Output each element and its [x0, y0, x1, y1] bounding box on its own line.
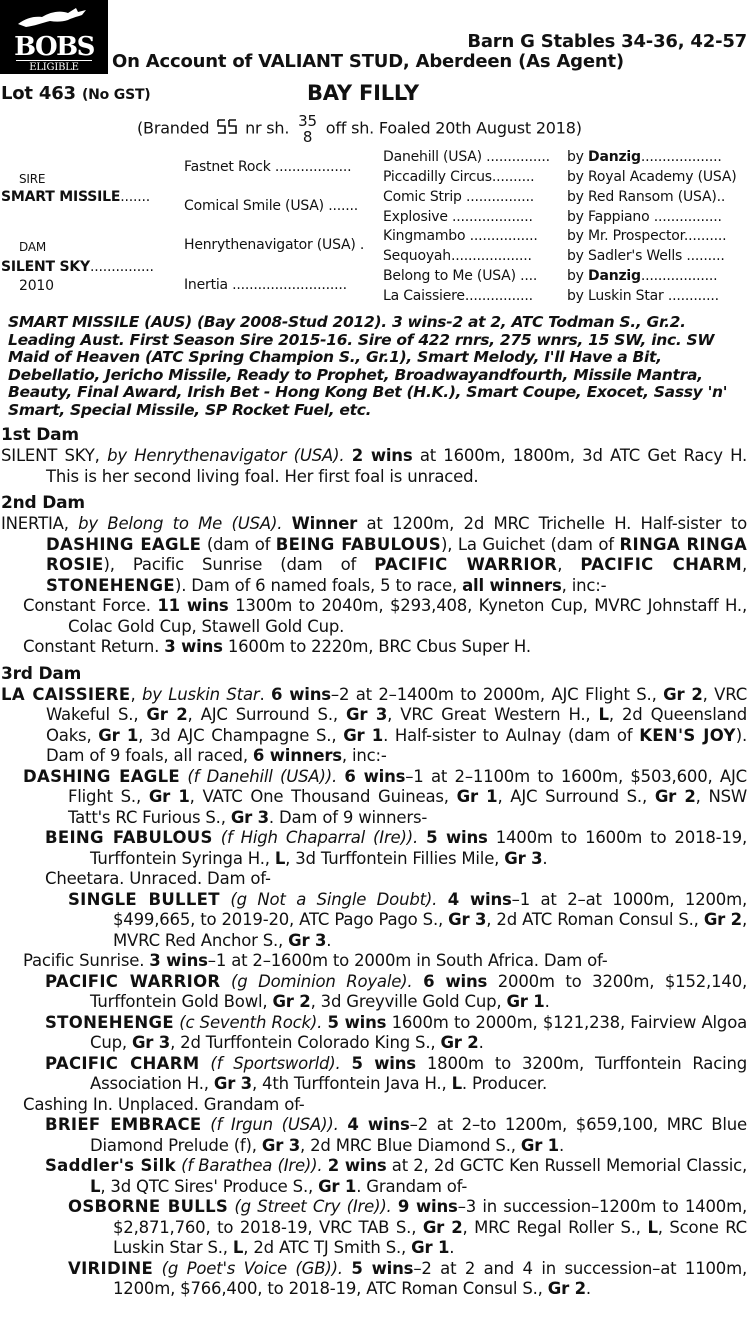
sire-name: SMART MISSILE.......	[1, 189, 150, 205]
gst-note: (No GST)	[81, 87, 151, 103]
progeny-single-bullet: SINGLE BULLET (g Not a Single Doubt). 4 wins–1 at 2–at 1000m, 1200m, $499,665, to 2019-20, ATC Pago Pago S., Gr 3, 2d ATC Roman Consul S., Gr 2, MVRC Red Anchor S., Gr 3.	[68, 889, 748, 950]
dam-dam: Inertia ...........................	[184, 277, 347, 293]
progeny-constant-force: Constant Force. 11 wins 1300m to 2040m, $293,408, Kyneton Cup, MVRC Johnstaff H., Colac Gold Cup, Stawell Gold Cup.	[23, 596, 748, 636]
brand-near: nr sh.	[245, 118, 290, 138]
g3-2: Piccadilly Circus..........	[383, 169, 535, 185]
progeny-pacific-sunrise: Pacific Sunrise. 3 wins–1 at 2–1600m to 2000m in South Africa. Dam of-	[23, 951, 608, 970]
barn-location: Barn G Stables 34-36, 42-57	[467, 31, 747, 52]
progeny-osborne-bulls: OSBORNE BULLS (g Street Cry (Ire)). 9 wins–3 in succession–1200m to 1400m, $2,871,760, to 2018-19, VRC TAB S., Gr 2, MRC Regal Roller S., L, Scone RC Luskin Star S., L, 2d ATC TJ Smith S., Gr 1.	[68, 1197, 748, 1257]
g3-5: Kingmambo ................	[383, 228, 538, 244]
brand-rest: off sh. Foaled 20th August 2018)	[325, 118, 582, 138]
g3-8: La Caissiere................	[383, 288, 533, 304]
catalogue-body	[0, 314, 750, 1300]
brand-num-top: 35	[298, 112, 317, 130]
logo-text: BOBS	[14, 32, 94, 62]
brand-num-bottom: 8	[302, 128, 313, 146]
first-dam-entry: SILENT SKY, by Henrythenavigator (USA). 2 wins at 1600m, 1800m, 3d ATC Get Racy H. This is her second living foal. Her first foal is unraced.	[1, 446, 748, 486]
second-dam-entry: INERTIA, by Belong to Me (USA). Winner at 1200m, 2d MRC Trichelle H. Half-sister to DASHING EAGLE (dam of BEING FABULOUS), La Guichet (dam of RINGA RINGA ROSIE), Pacific Sunrise (dam of PACIFIC WARRIOR, PACIFIC CHARM, STONEHENGE). Dam of 6 named foals, 5 to race, all winners, inc:-	[1, 514, 748, 595]
third-dam-heading: 3rd Dam	[1, 663, 82, 684]
second-dam-heading: 2nd Dam	[1, 493, 85, 513]
sire-summary: SMART MISSILE (AUS) (Bay 2008-Stud 2012). 3 wins-2 at 2, ATC Todman S., Gr.2. Leading Aust. First Season Sire 2015-16. Sire of 422 rnrs, 275 wnrs, 15 SW, inc. SW Maid of Heaven (ATC Spring Champion S., Gr.1), Smart Melody, I'll Have a Bit, Debellatio, Jericho Missile, Ready to Prophet, Broadwayandfourth, Missile Mantra, Beauty, Final Award, Irish Bet - Hong Kong Bet (H.K.), Smart Coupe, Exocet, Sassy 'n' Smart, Special Missile, SP Rocket Fuel, etc.	[8, 313, 728, 419]
bobs-eligible-logo	[0, 0, 108, 74]
g4-3: by Red Ransom (USA)..	[567, 189, 726, 205]
dam-sire: Henrythenavigator (USA) .	[184, 237, 365, 253]
brand-mark-icon	[216, 118, 238, 136]
dam-label: DAM	[19, 240, 46, 254]
g4-2: by Royal Academy (USA)	[567, 169, 737, 185]
progeny-viridine: VIRIDINE (g Poet's Voice (GB)). 5 wins–2 at 2 and 4 in succession–at 1100m, 1200m, $766,400, to 2018-19, ATC Roman Consul S., Gr 2.	[68, 1258, 747, 1298]
progeny-saddlers-silk: Saddler's Silk (f Barathea (Ire)). 2 wins at 2, 2d GCTC Ken Russell Memorial Classic, L, 3d QTC Sires' Produce S., Gr 1. Grandam of-	[45, 1156, 748, 1196]
g3-1: Danehill (USA) ...............	[383, 149, 550, 165]
g3-6: Sequoyah...................	[383, 248, 532, 264]
g4-6: by Sadler's Wells .........	[567, 248, 725, 264]
g4-5: by Mr. Prospector..........	[567, 228, 727, 244]
vendor-account: On Account of VALIANT STUD, Aberdeen (As Agent)	[112, 51, 624, 72]
progeny-pacific-warrior: PACIFIC WARRIOR (g Dominion Royale). 6 wins 2000m to 3200m, $152,140, Turffontein Gold Bowl, Gr 2, 3d Greyville Gold Cup, Gr 1.	[45, 971, 748, 1011]
progeny-constant-return: Constant Return. 3 wins 1600m to 2220m, BRC Cbus Super H.	[23, 637, 531, 656]
progeny-cheetara: Cheetara. Unraced. Dam of-	[45, 869, 271, 888]
logo-subtext: ELIGIBLE	[16, 60, 92, 73]
g4-8: by Luskin Star ............	[567, 288, 719, 304]
g3-7: Belong to Me (USA) ....	[383, 268, 538, 284]
lot-label: Lot 463	[1, 83, 76, 104]
progeny-stonehenge: STONEHENGE (c Seventh Rock). 5 wins 1600m to 2000m, $121,238, Fairview Algoa Cup, Gr 3, 2d Turffontein Colorado King S., Gr 2.	[45, 1012, 748, 1052]
g3-3: Comic Strip ................	[383, 189, 534, 205]
sire-label: SIRE	[19, 172, 46, 186]
progeny-being-fabulous: BEING FABULOUS (f High Chaparral (Ire)). 5 wins 1400m to 1600m to 2018-19, Turffontein Syringa H., L, 3d Turffontein Fillies Mile, Gr 3.	[45, 828, 748, 868]
third-dam-entry: LA CAISSIERE, by Luskin Star. 6 wins–2 at 2–1400m to 2000m, AJC Flight S., Gr 2, VRC Wakeful S., Gr 2, AJC Surround S., Gr 3, VRC Great Western H., L, 2d Queensland Oaks, Gr 1, 3d AJC Champagne S., Gr 1. Half-sister to Aulnay (dam of KEN'S JOY). Dam of 9 foals, all raced, 6 winners, inc:-	[1, 684, 748, 765]
progeny-pacific-charm: PACIFIC CHARM (f Sportsworld). 5 wins 1800m to 3200m, Turffontein Racing Association H., Gr 3, 4th Turffontein Java H., L. Producer.	[45, 1053, 747, 1093]
dam-year: 2010	[19, 278, 54, 294]
sire-sire: Fastnet Rock ..................	[184, 159, 352, 175]
sire-dam: Comical Smile (USA) .......	[184, 198, 358, 214]
dam-name: SILENT SKY...............	[1, 259, 154, 275]
horse-icon	[16, 4, 92, 30]
brand-number	[298, 113, 317, 145]
g4-4: by Fappiano ................	[567, 209, 722, 225]
progeny-dashing-eagle: DASHING EAGLE (f Danehill (USA)). 6 wins–1 at 2–1100m to 1600m, $503,600, AJC Flight S., Gr 1, VATC One Thousand Guineas, Gr 1, AJC Surround S., Gr 2, NSW Tatt's RC Furious S., Gr 3. Dam of 9 winners-	[23, 766, 748, 827]
brand-open: (Branded	[137, 118, 210, 138]
brand-line	[137, 113, 582, 145]
first-dam-heading: 1st Dam	[1, 425, 79, 445]
g3-4: Explosive ...................	[383, 209, 533, 225]
g4-7: by Danzig..................	[567, 268, 718, 284]
progeny-cashing-in: Cashing In. Unplaced. Grandam of-	[23, 1094, 305, 1114]
lot-description: BAY FILLY	[307, 81, 419, 105]
lot-number	[1, 83, 151, 106]
progeny-brief-embrace: BRIEF EMBRACE (f Irgun (USA)). 4 wins–2 at 2–to 1200m, $659,100, MRC Blue Diamond Prelude (f), Gr 3, 2d MRC Blue Diamond S., Gr 1.	[45, 1115, 748, 1155]
g4-1: by Danzig...................	[567, 149, 722, 165]
